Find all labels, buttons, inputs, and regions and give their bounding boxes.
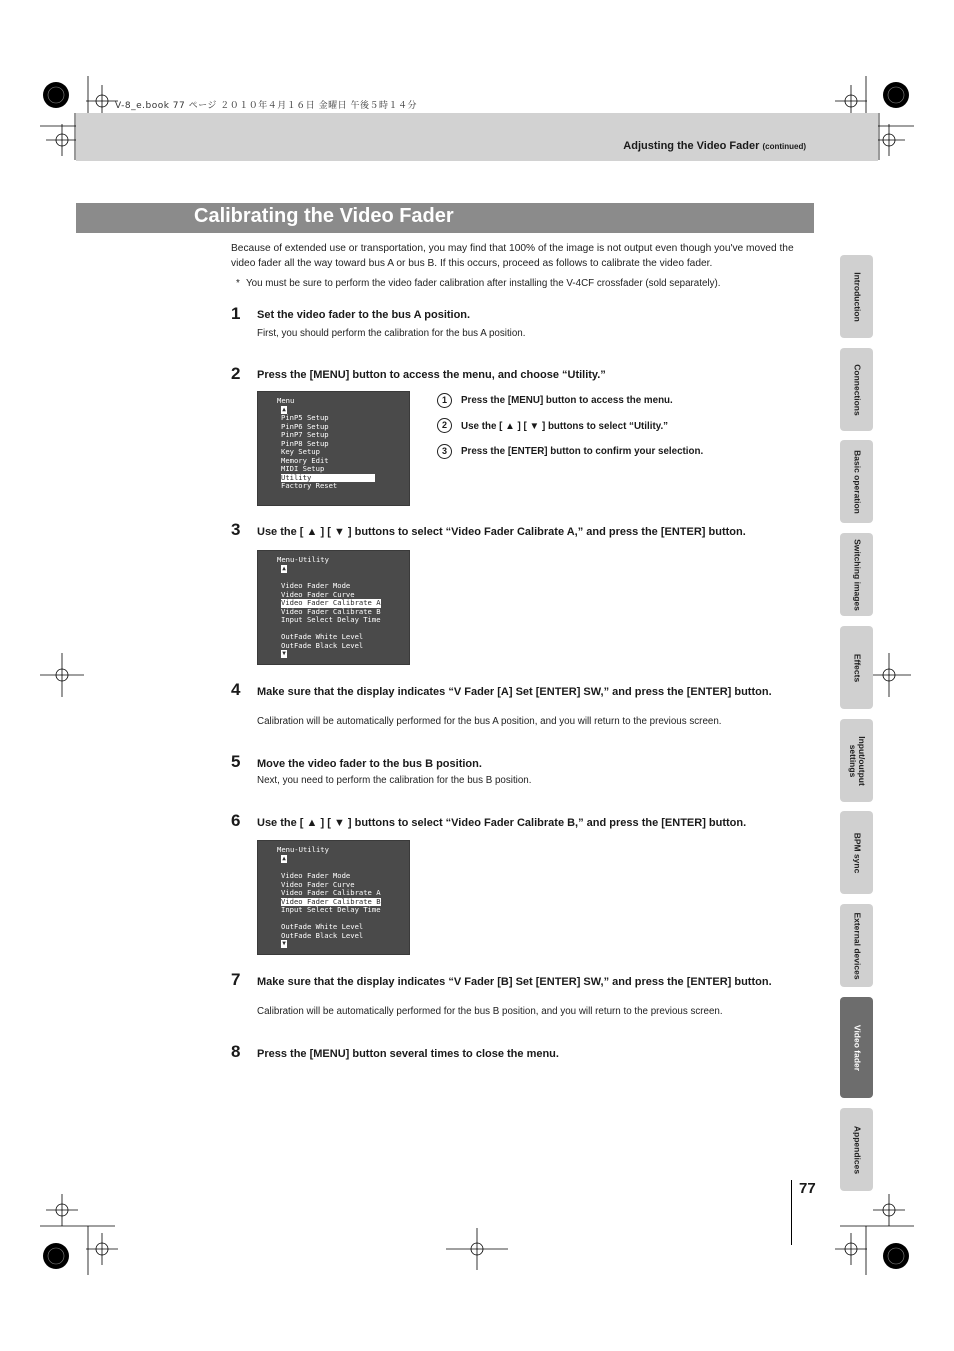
text-fragment: Use the [ bbox=[257, 526, 304, 538]
menu-item: Video Fader Calibrate B bbox=[281, 606, 381, 616]
intro-paragraph: Because of extended use or transportation, you may find that 100% of the image is not output even though you've moved the video fader all the way toward bus A or bus B. If this occurs, proceed as follows to calibrate the video fader. bbox=[231, 243, 794, 269]
menu-item: Video Fader Curve bbox=[281, 589, 355, 599]
tab-label: Input/output settings bbox=[847, 735, 867, 786]
step-number: 4 bbox=[231, 680, 241, 699]
step-heading: Set the video fader to the bus A position. bbox=[257, 309, 471, 321]
sub-step-text: Press the [ENTER] button to confirm your selection. bbox=[461, 446, 704, 457]
step-description: Next, you need to perform the calibration for the bus B position. bbox=[257, 775, 532, 786]
utility-screen-b bbox=[257, 840, 410, 955]
step-number: 3 bbox=[231, 520, 241, 539]
scroll-up-icon: ▲ bbox=[282, 406, 286, 413]
tab-effects[interactable] bbox=[840, 626, 873, 709]
tab-appendices[interactable] bbox=[840, 1108, 873, 1191]
menu-item: Factory Reset bbox=[281, 481, 338, 490]
step-heading bbox=[257, 525, 746, 540]
menu-item: OutFade White Level bbox=[281, 632, 364, 641]
step-heading: Press the [MENU] button to access the menu, and choose “Utility.” bbox=[257, 369, 606, 381]
tab-switching-images[interactable] bbox=[840, 533, 873, 616]
menu-item: Video Fader Calibrate A bbox=[281, 888, 381, 897]
text-fragment: ] buttons to select “Video Fader Calibrate A,” and press the [ENTER] button. bbox=[347, 526, 746, 538]
down-arrow-icon: ▼ bbox=[529, 421, 540, 432]
menu-item: PinP6 Setup bbox=[281, 421, 329, 431]
header-band bbox=[76, 113, 878, 161]
menu-item: OutFade Black Level bbox=[281, 640, 364, 650]
tab-label: Appendices bbox=[852, 1125, 862, 1174]
menu-item: Input Select Delay Time bbox=[281, 615, 381, 624]
text-fragment: Use the [ bbox=[257, 817, 304, 829]
step-number: 8 bbox=[231, 1042, 241, 1061]
step-number: 6 bbox=[231, 811, 241, 830]
book-info-line: V-8_e.book 77 ページ ２０１０年４月１６日 金曜日 午後５時１４分 bbox=[115, 101, 418, 111]
menu-item: Input Select Delay Time bbox=[281, 905, 381, 914]
tab-video-fader[interactable] bbox=[840, 997, 873, 1098]
text-fragment: ] [ bbox=[320, 526, 331, 538]
menu-item: PinP8 Setup bbox=[281, 438, 329, 448]
step-heading: Press the [MENU] button several times to close the menu. bbox=[257, 1048, 559, 1060]
screen-title: Menu-Utility bbox=[277, 555, 329, 564]
tab-bpm-sync[interactable] bbox=[840, 811, 873, 894]
scroll-down-icon: ▼ bbox=[282, 650, 286, 657]
text-fragment: ] [ bbox=[320, 817, 331, 829]
menu-screen bbox=[257, 391, 410, 506]
menu-item: MIDI Setup bbox=[281, 464, 325, 473]
tab-label: Basic operation bbox=[852, 449, 862, 514]
step-heading bbox=[257, 816, 746, 831]
page-number-rule bbox=[791, 1180, 792, 1245]
sub-step-text bbox=[461, 421, 668, 432]
step-number: 5 bbox=[231, 752, 241, 771]
menu-item: OutFade White Level bbox=[281, 922, 364, 931]
sub-step-text: Press the [MENU] button to access the menu. bbox=[461, 395, 673, 406]
tab-label: Connections bbox=[852, 363, 862, 416]
scroll-up-icon: ▲ bbox=[282, 855, 286, 862]
page-number: 77 bbox=[799, 1180, 816, 1197]
tab-label: BPM sync bbox=[852, 832, 862, 873]
menu-item: PinP5 Setup bbox=[281, 413, 329, 422]
sub-step-number: 3 bbox=[437, 444, 452, 459]
tab-basic-operation[interactable] bbox=[840, 440, 873, 523]
scroll-down-icon: ▼ bbox=[282, 940, 286, 947]
step-number: 7 bbox=[231, 970, 241, 989]
step-number: 2 bbox=[231, 364, 241, 383]
screen-title: Menu-Utility bbox=[277, 845, 329, 854]
text-fragment: Use the [ bbox=[461, 421, 503, 432]
sub-step-number: 2 bbox=[437, 418, 452, 433]
step-description: Calibration will be automatically performed for the bus A position, and you will return to the previous screen. bbox=[257, 716, 722, 727]
up-arrow-icon: ▲ bbox=[306, 526, 318, 538]
menu-item: PinP7 Setup bbox=[281, 430, 329, 439]
tab-introduction[interactable] bbox=[840, 255, 873, 338]
tab-label: Introduction bbox=[852, 271, 862, 322]
tab-label: Effects bbox=[852, 653, 862, 682]
running-head-title: Adjusting the Video Fader bbox=[623, 140, 760, 152]
menu-item-selected: Utility bbox=[281, 474, 375, 483]
text-fragment: ] buttons to select “Utility.” bbox=[541, 421, 669, 432]
menu-item-selected: Video Fader Calibrate A bbox=[281, 598, 381, 607]
utility-screen-a bbox=[257, 550, 410, 665]
sub-step-number: 1 bbox=[437, 393, 452, 408]
down-arrow-icon: ▼ bbox=[333, 817, 345, 829]
tab-input-output-settings[interactable] bbox=[840, 719, 873, 802]
menu-item: OutFade Black Level bbox=[281, 930, 364, 940]
step-heading: Make sure that the display indicates “V Fader [A] Set [ENTER] SW,” and press the [ENTER] button. bbox=[257, 686, 772, 698]
text-fragment: ] [ bbox=[517, 421, 527, 432]
tab-label: External devices bbox=[852, 911, 862, 980]
menu-item: Key Setup bbox=[281, 447, 320, 456]
tab-connections[interactable] bbox=[840, 348, 873, 431]
menu-item: Video Fader Mode bbox=[281, 871, 351, 880]
tab-label: Switching images bbox=[852, 538, 862, 611]
step-description: Calibration will be automatically performed for the bus B position, and you will return to the previous screen. bbox=[257, 1006, 723, 1017]
menu-item-selected: Video Fader Calibrate B bbox=[281, 896, 381, 906]
up-arrow-icon: ▲ bbox=[505, 421, 515, 432]
step-heading: Move the video fader to the bus B position. bbox=[257, 758, 482, 770]
step-number: 1 bbox=[231, 304, 241, 323]
screen-title: Menu bbox=[277, 396, 295, 405]
menu-item: Memory Edit bbox=[281, 455, 329, 465]
section-title: Calibrating the Video Fader bbox=[194, 205, 454, 227]
menu-item: Video Fader Mode bbox=[281, 581, 351, 590]
down-arrow-icon: ▼ bbox=[333, 526, 345, 538]
tab-label: Video fader bbox=[852, 1024, 862, 1071]
note-mark: * bbox=[236, 278, 240, 289]
text-fragment: ] buttons to select “Video Fader Calibrate B,” and press the [ENTER] button. bbox=[347, 817, 747, 829]
menu-item: Video Fader Curve bbox=[281, 879, 355, 889]
tab-external-devices[interactable] bbox=[840, 904, 873, 987]
running-head bbox=[623, 140, 806, 152]
running-head-suffix: (continued) bbox=[762, 142, 806, 151]
step-description: First, you should perform the calibration for the bus A position. bbox=[257, 328, 526, 339]
note-text: You must be sure to perform the video fader calibration after installing the V-4CF crossfader (sold separately). bbox=[246, 278, 721, 289]
up-arrow-icon: ▲ bbox=[306, 817, 318, 829]
step-heading: Make sure that the display indicates “V Fader [B] Set [ENTER] SW,” and press the [ENTER] button. bbox=[257, 976, 772, 988]
scroll-up-icon: ▲ bbox=[282, 565, 286, 572]
